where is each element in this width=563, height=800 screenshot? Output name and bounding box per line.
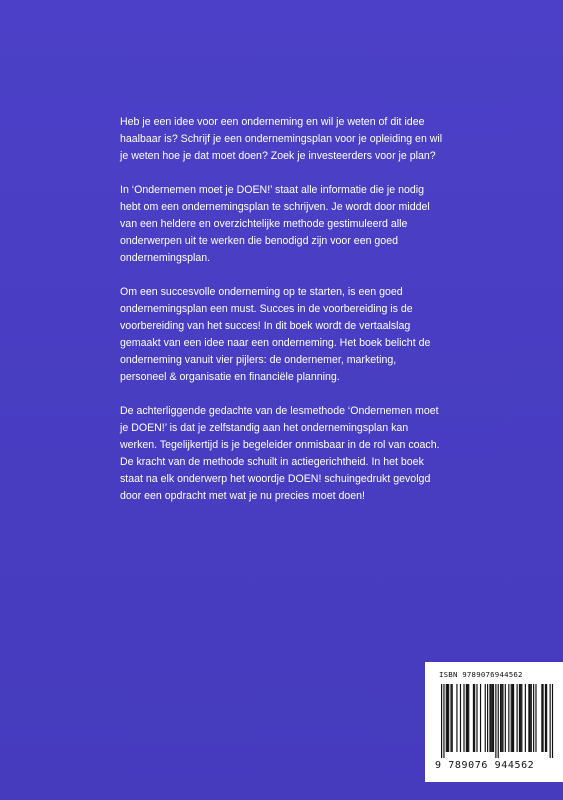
barcode-bar xyxy=(492,684,493,752)
barcode-bar xyxy=(552,684,553,758)
barcode-digits: 9 789076 944562 xyxy=(435,760,535,771)
barcode-bar xyxy=(443,684,444,758)
barcode-bar xyxy=(502,684,503,752)
barcode-bar xyxy=(525,684,526,752)
barcode-bar xyxy=(466,684,467,752)
barcode-bar xyxy=(531,684,532,752)
paragraph-4: De achterliggende gedachte van de lesmethode ‘Ondernemen moet je DOEN!’ is dat je zelfstandig aan het ondernemingsplan kan werken. Tegelijkertijd is je begeleider onmisbaar in de rol van coach. De kracht van de methode schuilt in actiegerichtheid. In het boek staat na elk onderwerp het woordje DOEN! schuingedrukt gevolgd door een opdracht met wat je nu precies moet doen! xyxy=(120,405,440,502)
paragraph-3: Om een succesvolle onderneming op te starten, is een goed ondernemingsplan een must. Succes in de voorbereiding is de voorbereiding van het succes! In dit boek wordt de vertaalslag gemaakt van een idee naar een onderneming. Het boek belicht de onderneming vanuit vier pijlers: de ondernemer, marketing, personeel & organisatie en financiële planning. xyxy=(120,286,431,383)
barcode-bar xyxy=(450,684,451,752)
barcode-bar xyxy=(520,684,521,752)
barcode-bar xyxy=(519,684,520,752)
barcode-bar xyxy=(476,684,477,752)
paragraph-2: In ‘Ondernemen moet je DOEN!’ staat alle informatie die je nodig hebt om een ondernemingsplan te schrijven. Je wordt door middel van een heldere en overzichtelijke methode gestimuleerd alle onderwerpen uit te werken die benodigd zijn voor een goed ondernemingsplan. xyxy=(120,184,430,264)
barcode-bar xyxy=(546,684,547,752)
isbn-label: ISBN 9789076944562 xyxy=(439,670,523,679)
paragraph-1: Heb je een idee voor een onderneming en wil je weten of dit idee haalbaar is? Schrijf je een ondernemingsplan voor je opleiding en wil je weten hoe je dat moet doen? Zoek je investeerders voor je plan? xyxy=(120,116,443,162)
barcode-bar xyxy=(533,684,534,752)
barcode-icon xyxy=(435,684,555,758)
blurb-text xyxy=(120,114,445,505)
barcode-bar xyxy=(489,684,490,752)
barcode-bar xyxy=(474,684,475,752)
barcode-bar xyxy=(501,684,502,752)
barcode-bar xyxy=(528,684,529,752)
barcode-bar xyxy=(485,684,486,752)
barcode-bar xyxy=(456,684,457,752)
barcode-bar xyxy=(463,684,464,752)
barcode-panel xyxy=(425,662,563,782)
barcode-bar xyxy=(460,684,461,752)
barcode-bar xyxy=(491,684,492,752)
barcode-bar xyxy=(512,684,513,752)
barcode-bar xyxy=(448,684,449,752)
barcode-bar xyxy=(550,684,551,758)
barcode-bar xyxy=(493,684,494,752)
barcode-bar xyxy=(495,684,496,758)
barcode-bar xyxy=(517,684,518,752)
barcode-bar xyxy=(446,684,447,752)
barcode-bar xyxy=(521,684,522,752)
barcode-bar xyxy=(530,684,531,752)
barcode-bar xyxy=(505,684,506,752)
barcode-bar xyxy=(467,684,468,752)
barcode-bar xyxy=(487,684,488,752)
barcode-bar xyxy=(473,684,474,752)
barcode-bar xyxy=(447,684,448,752)
barcode-bar xyxy=(513,684,514,752)
barcode-bar xyxy=(480,684,481,752)
barcode-bar xyxy=(545,684,546,752)
barcode-bar xyxy=(542,684,543,752)
barcode-bar xyxy=(468,684,469,752)
barcode-bar xyxy=(498,684,499,758)
barcode-bar xyxy=(511,684,512,752)
barcode-bar xyxy=(535,684,536,752)
barcode-bar xyxy=(452,684,453,752)
barcode-bar xyxy=(500,684,501,752)
barcode-bar xyxy=(541,684,542,752)
barcode-bar xyxy=(441,684,442,758)
barcode-bar xyxy=(508,684,509,752)
